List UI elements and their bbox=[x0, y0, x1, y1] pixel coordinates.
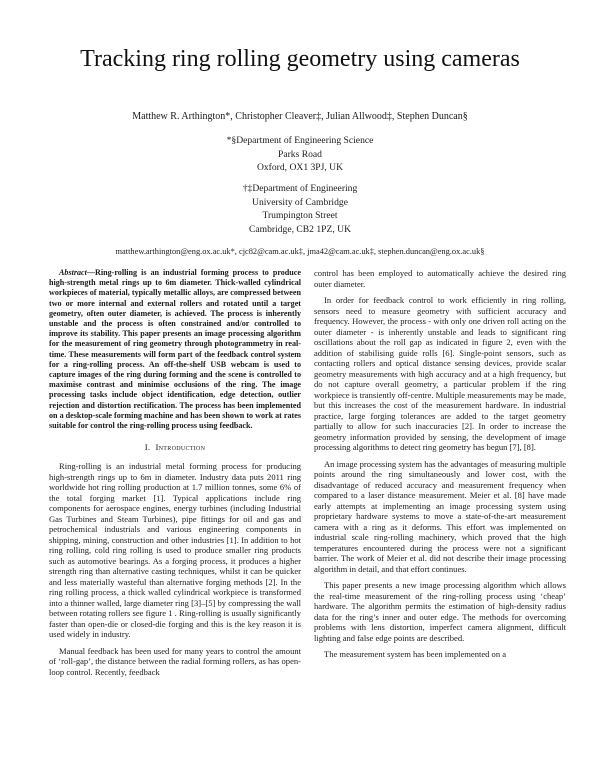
affiliation-line: University of Cambridge bbox=[252, 196, 348, 208]
affiliation-line: Trumpington Street bbox=[262, 210, 338, 222]
affiliation-line: Parks Road bbox=[278, 148, 322, 160]
author-emails: matthew.arthington@eng.ox.ac.uk*, cjc82@cam.ac.uk‡, jma42@cam.ac.uk‡, stephen.duncan@eng.ox.ac.uk§ bbox=[115, 247, 485, 256]
paragraph: In order for feedback control to work efficiently in ring rolling, sensors need to measure geometry with sufficient accuracy and frequency. However, the process - with only one driven roll acting on the outer diameter - is inherently unstable and leads to significant ring oscillations about the roll gap as indicated in figure 2, even with the addition of stabilising guide rolls [6]. Single-point sensors, such as contacting rollers and optical distance sensing devices, provide scalar geometry measurements with high accuracy and at a high frequency, but do not capture overall geometry, a particular problem if the ring workpiece is transiently off-centre. Multiple measurements may be made, but this increases the cost of the measurement hardware. In industrial practice, large forging tolerances are added to the target geometry partially to allow for such inaccuracies [2]. In order to increase the geometry information provided by sensing, the development of image processing algorithms to detect ring geometry has begun [7], [8]. bbox=[314, 295, 566, 452]
paragraph: The measurement system has been implemented on a bbox=[324, 649, 507, 659]
paragraph: This paper presents a new image processing algorithm which allows the real-time measurement of the ring-rolling process using ‘cheap’ hardware. The algorithm permits the estimation of high-density radius data for the ring’s inner and outer edge. The methods for overcoming problems with lens distortion, imperfect camera alignment, difficult lighting and false edge points are described. bbox=[314, 580, 566, 643]
abstract-lead: Abstract bbox=[59, 268, 87, 277]
paragraph: Manual feedback has been used for many years to control the amount of ‘roll-gap’, the distance between the radial forming rollers, as has open-loop control. Recently, feedback bbox=[49, 645, 301, 677]
affiliation-line: †‡Department of Engineering bbox=[242, 183, 358, 194]
affiliation-oxford bbox=[0, 134, 600, 175]
left-column bbox=[49, 268, 301, 683]
affiliation-line: Oxford, OX1 3PJ, UK bbox=[256, 162, 344, 174]
affiliation-cambridge bbox=[0, 182, 600, 236]
abstract-text: —Ring-rolling is an industrial forming process to produce high-strength metal rings up to 6m diameter. Thick-walled cylindrical workpieces of material, typically metallic alloys, are compressed between two or more internal and external rollers and rotated until a target geometry, often outer diameter, is achieved. The process is inherently unstable and the process is often constrained and/or controlled to improve its stability. This paper presents an image processing algorithm for the measurement of ring geometry through photogrammetry in real-time. These measurements will form part of the feedback control system for a ring-rolling process. An off-the-shelf USB webcam is used to capture images of the ring during forming and the scene is controlled to maximise contrast and minimise occlusions of the ring. The image processing tasks include object identification, edge detection, outlier rejection and distortion rectification. The process has been implemented on a desktop-scale forming machine and has been shown to work at rates suitable for control the ring-rolling process using feedback. bbox=[49, 268, 301, 431]
section-heading-introduction bbox=[49, 441, 301, 453]
affiliation-line: Cambridge, CB2 1PZ, UK bbox=[248, 223, 352, 235]
abstract bbox=[49, 268, 301, 431]
section-title: Introduction bbox=[155, 442, 206, 453]
paper-title: Tracking ring rolling geometry using cameras bbox=[80, 46, 520, 72]
affiliation-line: *§Department of Engineering Science bbox=[226, 135, 374, 146]
paragraph: An image processing system has the advantages of measuring multiple points around the ring simultaneously and lower cost, with the disadvantage of reduced accuracy and measurement frequency when compared to a laser distance measurement. Meier et al. [8] have made early attempts at implementing an image processing system using proprietary hardware systems to move a state-of-the-art measurement camera with a ring as it deforms. This effort was implemented on industrial scale ring-rolling machinery, which proved that the high temperatures encountered during the process were not a significant barrier. The work of Meier et al. did not describe their image processing algorithm in detail, and that effort continues. bbox=[314, 458, 566, 574]
section-number: I. bbox=[144, 442, 151, 453]
right-column bbox=[314, 268, 566, 666]
paragraph: control has been employed to automatically achieve the desired ring outer diameter. bbox=[314, 268, 566, 289]
paragraph: Ring-rolling is an industrial metal forming process for producing high-strength rings up to 6m in diameter. Industry data puts 2011 ring worldwide hot ring rolling production at 1.7 million tonnes, some 6% of the total forging market [1]. Typical applications include ring components for aerospace engines, energy turbines (including Industrial Gas Turbines and Steam Turbines), pipe fittings for oil and gas and petrochemical industrials and various engineering components in shipping, mining, construction and other industries [1]. In addition to hot ring rolling, cold ring rolling is used to produce smaller ring products such as automotive bearings. As a forging process, it produces a higher strength ring than alternative casting techniques, whilst it can be quicker and less materially wasteful than alternative forging methods [2]. In the ring rolling process, a thick walled cylindrical workpiece is transformed into a thinner walled, large diameter ring [3]–[5] by compressing the wall between rotating rollers see figure 1 . Ring-rolling is usually significantly faster than open-die or closed-die forging and this is the key reason it is used widely in industry. bbox=[49, 461, 301, 640]
author-list: Matthew R. Arthington*, Christopher Cleaver‡, Julian Allwood‡, Stephen Duncan§ bbox=[132, 111, 468, 122]
